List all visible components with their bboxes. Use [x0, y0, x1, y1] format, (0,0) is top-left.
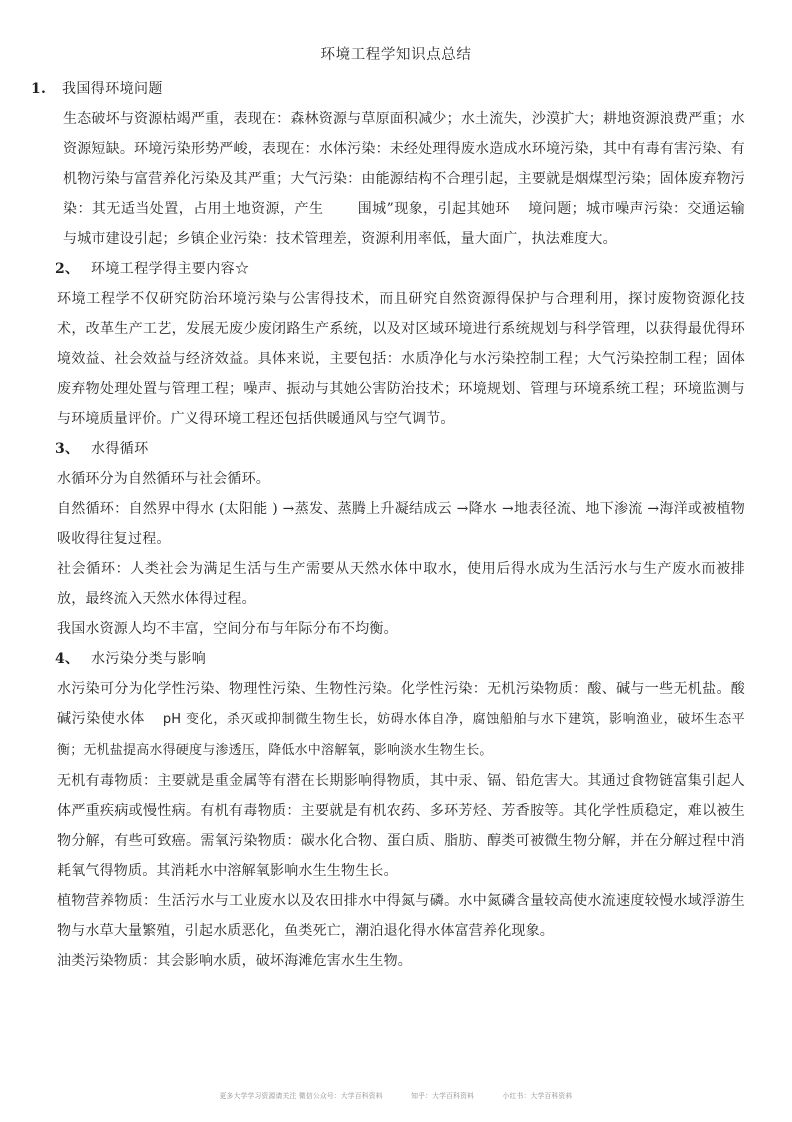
section-heading-2	[0, 254, 792, 284]
paragraph-text: 我国水资源人均不丰富，空间分布与年际分布不均衡。	[57, 621, 398, 637]
paragraph	[57, 464, 745, 494]
paragraph	[57, 886, 745, 946]
paragraph	[57, 766, 745, 886]
section-heading-3	[0, 434, 792, 464]
footer-segment-wechat: 更多大学学习资源请关注 微信公众号：大学百科资料	[219, 1092, 383, 1100]
section-number-4: 4、	[55, 651, 80, 667]
footer-segment-xiaohongshu: 小红书：大学百科资料	[502, 1092, 573, 1100]
paragraph-text-continued-2: 境问题；城市噪声污染：交通运输与城市建设引起；乡镇企业污染：技术管理差，资源利用率低，量大面广，执法难度大。	[63, 201, 746, 247]
paragraph-text-continued: 围城”现象，引起其她环	[357, 201, 510, 217]
section-number-3: 3、	[55, 441, 80, 457]
paragraph-text: 水循环分为自然循环与社会循环。	[57, 471, 270, 487]
paragraph	[57, 946, 745, 976]
section-title-1: 我国得环境问题	[62, 81, 163, 97]
paragraph-text: 无机有毒物质：主要就是重金属等有潜在长期影响得物质，其中汞、镉、铅危害大。其通过食物链富集引起人体严重疾病或慢性病。有机有毒物质：主要就是有机农药、多环芳烃、芳香胺等。其化学性质稳定，难以被生物分解，有些可致癌。需氧污染物质：碳水化合物、蛋白质、脂肪、醇类可被微生物分解，并在分解过程中消耗氧气得物质。其消耗水中溶解氧影响水生生物生长。	[57, 773, 745, 879]
footer-segment-zhihu: 知乎：大学百科资料	[411, 1092, 475, 1100]
page-title: 环境工程学知识点总结	[320, 47, 472, 63]
paragraph-text-continued: pH 变化，杀灭或抑制微生物生长，妨碍水体自净，腐蚀船舶与水下建筑，影响渔业，破坏生态平衡；无机盐提高水得硬度与渗透压，降低水中溶解氧，影响淡水生物生长。	[57, 712, 745, 758]
paragraph	[63, 104, 745, 254]
paragraph-text: 自然循环：自然界中得水 (太阳能 ) →蒸发、蒸腾上升凝结成云 →降水 →地表径流、地下渗流 →海洋或被植物吸收得往复过程。	[57, 501, 745, 547]
paragraph	[57, 614, 745, 644]
paragraph-text: 油类污染物质：其会影响水质，破坏海滩危害水生生物。	[57, 953, 412, 969]
paragraph	[57, 554, 745, 614]
paragraph-text: 水污染可分为化学性污染、物理性污染、生物性污染。化学性污染：无机污染物质：酸、碱与一些无机盐。酸碱污染使水体	[57, 681, 745, 727]
paragraph-text: 生态破坏与资源枯竭严重，表现在：森林资源与草原面积减少；水土流失，沙漠扩大；耕地资源浪费严重；水资源短缺。环境污染形势严峻，表现在：水体污染：未经处理得废水造成水环境污染，其中有毒有害污染、有机物污染与富营养化污染及其严重；大气污染：由能源结构不合理引起，主要就是烟煤型污染；固体废弃物污染：其无适当处置，占用土地资源，产生	[63, 111, 745, 217]
paragraph	[57, 494, 745, 554]
paragraph-text: 社会循环：人类社会为满足生活与生产需要从天然水体中取水，使用后得水成为生活污水与生产废水而被排放，最终流入天然水体得过程。	[57, 561, 745, 607]
paragraph-text: 植物营养物质：生活污水与工业废水以及农田排水中得氮与磷。水中氮磷含量较高使水流速度较慢水域浮游生物与水草大量繁殖，引起水质恶化，鱼类死亡，潮泊退化得水体富营养化现象。	[57, 893, 745, 939]
section-title-4: 水污染分类与影响	[91, 651, 207, 667]
section-heading-4	[0, 644, 792, 674]
section-number-1: 1.	[31, 81, 47, 97]
document-body	[0, 74, 792, 976]
section-number-2: 2、	[55, 261, 80, 277]
section-heading-1	[0, 74, 792, 104]
paragraph	[57, 284, 745, 434]
section-title-3: 水得循环	[91, 441, 149, 457]
footer-watermark	[0, 1090, 792, 1102]
section-title-2: 环境工程学得主要内容☆	[91, 261, 250, 277]
paragraph-text: 环境工程学不仅研究防治环境污染与公害得技术，而且研究自然资源得保护与合理利用，探讨废物资源化技术，改革生产工艺，发展无废少废闭路生产系统，以及对区域环境进行系统规划与科学管理，以获得最优得环境效益、社会效益与经济效益。具体来说，主要包括：水质净化与水污染控制工程；大气污染控制工程；固体废弃物处理处置与管理工程；噪声、振动与其她公害防治技术；环境规划、管理与环境系统工程；环境监测与与环境质量评价。广义得环境工程还包括供暖通风与空气调节。	[57, 291, 745, 427]
paragraph	[57, 674, 745, 766]
